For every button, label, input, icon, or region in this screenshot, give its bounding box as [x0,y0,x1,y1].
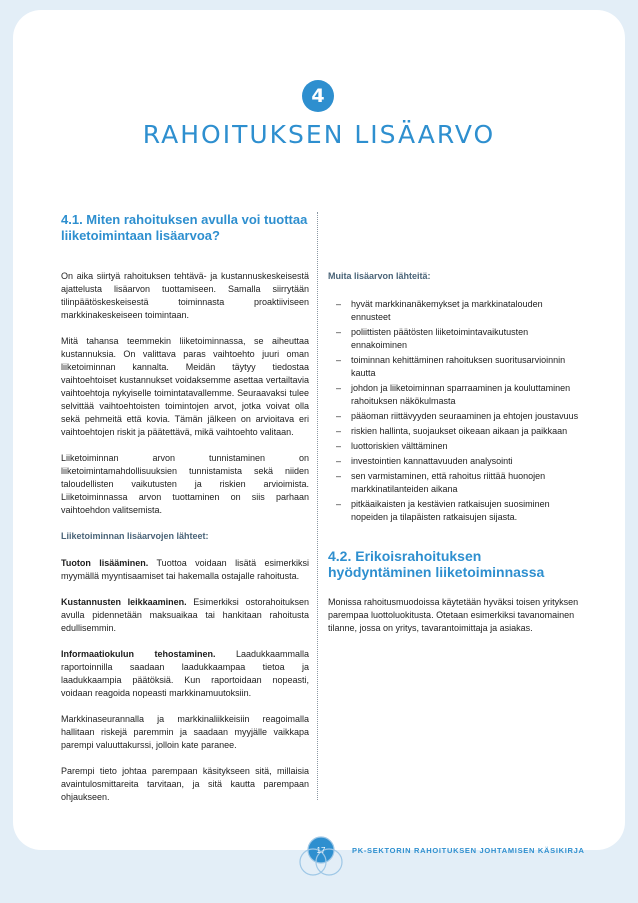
section-heading-4-1: 4.1. Miten rahoituksen avulla voi tuottaa liiketoimintaan lisäarvoa? [61,212,308,243]
list-item: – investointien kannattavuuden analysointi [336,455,580,468]
list-item: – poliittisten päätösten liiketoimintavaikutusten ennakoiminen [336,326,580,352]
paragraph: On aika siirtyä rahoituksen tehtävä- ja kustannuskeskeisestä ajattelusta lisäarvon tuottamiseen. Samalla siirrytään tilinpäätöskeskeisestä toiminnasta proaktiiviseen markkinakeskeiseen toimintaan. [61,271,309,320]
right-column [328,212,580,648]
source-text: Esimerkiksi ostorahoituksen avulla pidennetään maksuaikaa tai hankitaan rahoitusta edullisemmin. [61,597,309,633]
paragraph: Monissa rahoitusmuodoissa käytetään hyväksi toisen yrityksen parempaa luottoluokitusta. Otetaan esimerkiksi tavanomainen tilanne, jossa on yritys, tavarantoimittaja ja asiakas. [328,597,579,633]
source-lead: Tuoton lisääminen. [61,558,149,568]
list-item: – pääoman riittävyyden seuraaminen ja ehtojen joustavuus [336,410,580,423]
section-heading-4-2: 4.2. Erikoisrahoituksen hyödyntäminen liiketoiminnassa [328,548,545,580]
sources-heading: Liiketoiminnan lisäarvojen lähteet: [61,531,209,541]
source-item [61,557,309,583]
page-number: 17 [316,846,326,855]
chapter-title: RAHOITUKSEN LISÄARVO [142,120,496,149]
column-divider [317,212,318,800]
list-item: – hyvät markkinanäkemykset ja markkinatalouden ennusteet [336,298,580,324]
chapter-number-badge: 4 [302,80,334,112]
other-sources-heading: Muita lisäarvon lähteitä: [328,271,431,281]
source-item [61,648,309,700]
source-text: Laadukkaammalla raportoinnilla saadaan laadukkaampaa tietoa ja laadukkaampia päätöksiä. Kun raportoidaan nopeasti, voidaan reagoida nopeasti markkinamuutoksiin. [61,649,309,698]
list-item: – pitkäaikaisten ja kestävien ratkaisujen suosiminen nopeiden ja tilapäisten ratkaisujen sijasta. [336,498,580,524]
paragraph: Parempi tieto johtaa parempaan käsitykseen sitä, millaisia avaintulosmittareita tarvitaan, ja sitä kautta parempaan ohjaukseen. [61,766,309,802]
source-text: Tuottoa voidaan lisätä esimerkiksi myymällä myyntisaamiset tai hakemalla ostajalle rahoitusta. [61,558,309,581]
list-item: – johdon ja liiketoiminnan sparraaminen ja kouluttaminen rahoituksen näkökulmasta [336,382,580,408]
list-item: – sen varmistaminen, että rahoitus riittää huonojen markkinatilanteiden aikana [336,470,580,496]
list-item: – riskien hallinta, suojaukset oikeaan aikaan ja paikkaan [336,425,580,438]
paragraph: Mitä tahansa teemmekin liiketoiminnassa, se aiheuttaa kustannuksia. On valittava paras vaihtoehto juuri oman liiketoiminnan kannalta. Meidän täytyy tiedostaa vaihtoehtoiset kustannukset voidaksemme asettaa vertailtavia vaihtoehtoja nykyiselle toimintatavallemme. Seuraavaksi tulee selvittää vaihtoehtoisten toimintojen arvot, jotka voivat olla sekä pehmeitä että kovia. Tämän jälkeen on arvioitava eri vaihtoehtojen riskit ja päätettävä, mikä vaihtoehto valitaan. [61,336,309,437]
source-item [61,596,309,635]
left-column [61,212,309,817]
other-sources-list [328,298,580,524]
paragraph: Markkinaseurannalla ja markkinaliikkeisiin reagoimalla hallitaan riskejä paremmin ja saadaan myyjälle vaikkapa parempi valuuttakurssi, jolloin kate paranee. [61,714,309,750]
source-lead: Kustannusten leikkaaminen. [61,597,187,607]
list-item: – toiminnan kehittäminen rahoituksen suoritusarvioinnin kautta [336,354,580,380]
list-item: – luottoriskien välttäminen [336,440,580,453]
paragraph: Liiketoiminnan arvon tunnistaminen on liiketoimintamahdollisuuksien tunnistamista sekä niiden taloudellisten vaikutusten ja riskien arvioimista. Liiketoiminnassa arvon tuottaminen on siis parhaan vaihtoehdon valitsemista. [61,453,309,515]
source-lead: Informaatiokulun tehostaminen. [61,649,216,659]
footer-book-title: PK-SEKTORIN RAHOITUKSEN JOHTAMISEN KÄSIKIRJA [352,846,585,855]
